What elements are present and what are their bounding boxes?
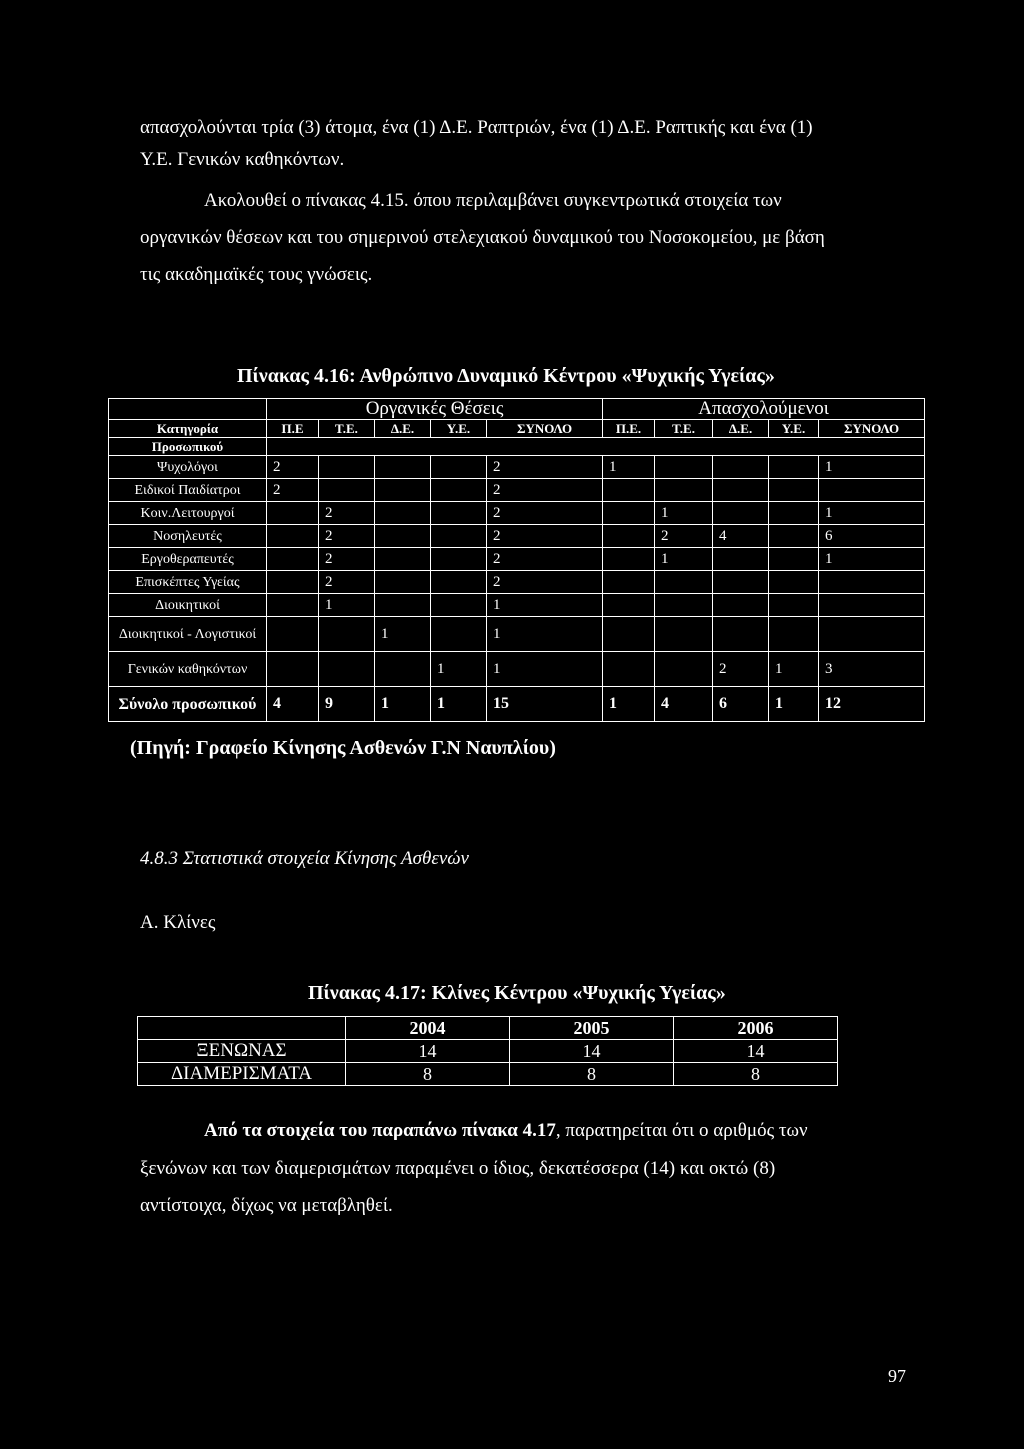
- category-cell: Γενικών καθηκόντων: [109, 652, 267, 687]
- category-cell: Εργοθεραπευτές: [109, 548, 267, 571]
- value-cell: [603, 548, 655, 571]
- page-number: 97: [888, 1366, 906, 1386]
- value-cell: 8: [674, 1063, 838, 1086]
- value-cell: 1: [819, 548, 925, 571]
- value-cell: [375, 571, 431, 594]
- value-cell: 14: [346, 1040, 510, 1063]
- value-cell: [603, 502, 655, 525]
- row-label: ΞΕΝΩΝΑΣ: [138, 1040, 346, 1063]
- value-cell: [603, 479, 655, 502]
- value-cell: 2: [319, 571, 375, 594]
- beds-table: [137, 1016, 838, 1086]
- value-cell: 14: [674, 1040, 838, 1063]
- value-cell: [655, 594, 713, 617]
- value-cell: 1: [375, 687, 431, 722]
- value-cell: 1: [769, 687, 819, 722]
- value-cell: 1: [319, 594, 375, 617]
- value-cell: 6: [819, 525, 925, 548]
- conclusion-line-3: αντίστοιχα, δίχως να μεταβληθεί.: [140, 1195, 393, 1216]
- value-cell: [769, 594, 819, 617]
- column-header: Υ.Ε.: [431, 420, 487, 438]
- beds-row: [138, 1063, 838, 1086]
- value-cell: [603, 571, 655, 594]
- category-header-2: Προσωπικού: [109, 438, 267, 456]
- staff-column-header-row: [109, 420, 925, 438]
- value-cell: 2: [487, 548, 603, 571]
- category-cell: Ειδικοί Παιδίατροι: [109, 479, 267, 502]
- table-row: [109, 652, 925, 687]
- value-cell: [603, 652, 655, 687]
- column-header: Υ.Ε.: [769, 420, 819, 438]
- value-cell: 1: [431, 687, 487, 722]
- value-cell: 9: [319, 687, 375, 722]
- value-cell: [713, 548, 769, 571]
- table-row: [109, 502, 925, 525]
- value-cell: [603, 525, 655, 548]
- section-subheading: Α. Κλίνες: [140, 912, 216, 933]
- value-cell: [431, 456, 487, 479]
- value-cell: [267, 617, 319, 652]
- value-cell: [267, 594, 319, 617]
- value-cell: [267, 571, 319, 594]
- column-header: Δ.Ε.: [375, 420, 431, 438]
- value-cell: 1: [769, 652, 819, 687]
- staff-group-header-row: [109, 399, 925, 420]
- conclusion-rest: , παρατηρείται ότι ο αριθμός των: [555, 1120, 808, 1141]
- table-row: [109, 571, 925, 594]
- value-cell: 2: [319, 548, 375, 571]
- column-header: Τ.Ε.: [655, 420, 713, 438]
- value-cell: [431, 617, 487, 652]
- value-cell: [375, 652, 431, 687]
- value-cell: 1: [603, 687, 655, 722]
- value-cell: [319, 479, 375, 502]
- intro-line-2: Υ.Ε. Γενικών καθηκόντων.: [140, 149, 345, 170]
- value-cell: 12: [819, 687, 925, 722]
- group-employed: Απασχολούμενοι: [603, 399, 925, 420]
- table-row: [109, 617, 925, 652]
- table-row: [109, 548, 925, 571]
- value-cell: [375, 456, 431, 479]
- staff-table: [108, 398, 925, 722]
- value-cell: 6: [713, 687, 769, 722]
- staff-table-source: (Πηγή: Γραφείο Κίνησης Ασθενών Γ.Ν Ναυπλίου): [130, 737, 556, 759]
- value-cell: 2: [487, 479, 603, 502]
- value-cell: [769, 502, 819, 525]
- intro-line-3: Ακολουθεί ο πίνακας 4.15. όπου περιλαμβάνει συγκεντρωτικά στοιχεία των: [204, 190, 782, 211]
- beds-table-caption: Πίνακας 4.17: Κλίνες Κέντρου «Ψυχικής Υγείας»: [308, 982, 726, 1004]
- value-cell: 2: [487, 571, 603, 594]
- value-cell: 2: [267, 479, 319, 502]
- value-cell: [267, 502, 319, 525]
- value-cell: [431, 502, 487, 525]
- value-cell: [655, 571, 713, 594]
- column-header: Π.Ε: [267, 420, 319, 438]
- value-cell: [431, 548, 487, 571]
- category-cell: Νοσηλευτές: [109, 525, 267, 548]
- value-cell: [267, 652, 319, 687]
- table-row: [109, 525, 925, 548]
- column-header: Τ.Ε.: [319, 420, 375, 438]
- value-cell: [375, 525, 431, 548]
- value-cell: 1: [819, 456, 925, 479]
- value-cell: 3: [819, 652, 925, 687]
- value-cell: [375, 479, 431, 502]
- value-cell: [603, 594, 655, 617]
- value-cell: 8: [346, 1063, 510, 1086]
- value-cell: [655, 456, 713, 479]
- year-header: 2004: [346, 1017, 510, 1040]
- value-cell: [431, 594, 487, 617]
- column-header: ΣΥΝΟΛΟ: [819, 420, 925, 438]
- conclusion-bold: Από τα στοιχεία του παραπάνω πίνακα 4.17: [204, 1120, 556, 1141]
- conclusion-line-1: [204, 1121, 808, 1141]
- category-cell: Κοιν.Λειτουργοί: [109, 502, 267, 525]
- value-cell: 1: [375, 617, 431, 652]
- value-cell: 2: [487, 456, 603, 479]
- value-cell: [319, 456, 375, 479]
- value-cell: 1: [487, 594, 603, 617]
- value-cell: [769, 571, 819, 594]
- value-cell: 1: [655, 548, 713, 571]
- value-cell: [819, 617, 925, 652]
- year-header: 2006: [674, 1017, 838, 1040]
- value-cell: [819, 594, 925, 617]
- value-cell: [603, 617, 655, 652]
- value-cell: 4: [713, 525, 769, 548]
- header-spacer: [267, 438, 925, 456]
- section-heading: 4.8.3 Στατιστικά στοιχεία Κίνησης Ασθενών: [140, 848, 469, 869]
- value-cell: 1: [603, 456, 655, 479]
- value-cell: [769, 525, 819, 548]
- value-cell: [431, 525, 487, 548]
- value-cell: 8: [510, 1063, 674, 1086]
- value-cell: 1: [487, 652, 603, 687]
- table-row: [109, 456, 925, 479]
- value-cell: 4: [655, 687, 713, 722]
- column-header: ΣΥΝΟΛΟ: [487, 420, 603, 438]
- category-cell: Διοικητικοί: [109, 594, 267, 617]
- value-cell: 15: [487, 687, 603, 722]
- value-cell: [769, 548, 819, 571]
- value-cell: 2: [655, 525, 713, 548]
- value-cell: 2: [713, 652, 769, 687]
- value-cell: [769, 456, 819, 479]
- category-cell: Σύνολο προσωπικού: [109, 687, 267, 722]
- staff-column-header-row-2: [109, 438, 925, 456]
- value-cell: 14: [510, 1040, 674, 1063]
- total-row: [109, 687, 925, 722]
- value-cell: 4: [267, 687, 319, 722]
- value-cell: 2: [487, 525, 603, 548]
- table-row: [109, 594, 925, 617]
- row-label: ΔΙΑΜΕΡΙΣΜΑΤΑ: [138, 1063, 346, 1086]
- value-cell: [713, 456, 769, 479]
- value-cell: [713, 502, 769, 525]
- value-cell: 2: [267, 456, 319, 479]
- value-cell: [267, 525, 319, 548]
- value-cell: [713, 617, 769, 652]
- staff-table-caption: Πίνακας 4.16: Ανθρώπινο Δυναμικό Κέντρου «Ψυχικής Υγείας»: [237, 365, 775, 387]
- intro-line-4: οργανικών θέσεων και του σημερινού στελεχιακού δυναμικού του Νοσοκομείου, με βάση: [140, 227, 825, 248]
- value-cell: [319, 617, 375, 652]
- group-organic-positions: Οργανικές Θέσεις: [267, 399, 603, 420]
- value-cell: 1: [431, 652, 487, 687]
- value-cell: [769, 617, 819, 652]
- value-cell: [655, 617, 713, 652]
- value-cell: [655, 652, 713, 687]
- value-cell: [267, 548, 319, 571]
- value-cell: 1: [819, 502, 925, 525]
- value-cell: [431, 571, 487, 594]
- year-header: 2005: [510, 1017, 674, 1040]
- value-cell: 2: [319, 502, 375, 525]
- empty-corner-cell: [138, 1017, 346, 1040]
- category-cell: Διοικητικοί - Λογιστικοί: [109, 617, 267, 652]
- value-cell: [375, 548, 431, 571]
- value-cell: 1: [487, 617, 603, 652]
- intro-line-5: τις ακαδημαϊκές τους γνώσεις.: [140, 264, 373, 285]
- value-cell: [713, 571, 769, 594]
- value-cell: [769, 479, 819, 502]
- conclusion-line-2: ξενώνων και των διαμερισμάτων παραμένει ο ίδιος, δεκατέσσερα (14) και οκτώ (8): [140, 1158, 776, 1179]
- empty-corner-cell: [109, 399, 267, 420]
- value-cell: [375, 502, 431, 525]
- category-header: Κατηγορία: [109, 420, 267, 438]
- value-cell: [819, 479, 925, 502]
- value-cell: [431, 479, 487, 502]
- category-cell: Επισκέπτες Υγείας: [109, 571, 267, 594]
- value-cell: [375, 594, 431, 617]
- value-cell: [713, 594, 769, 617]
- value-cell: 1: [655, 502, 713, 525]
- column-header: Δ.Ε.: [713, 420, 769, 438]
- value-cell: [655, 479, 713, 502]
- value-cell: 2: [319, 525, 375, 548]
- value-cell: [713, 479, 769, 502]
- category-cell: Ψυχολόγοι: [109, 456, 267, 479]
- value-cell: 2: [487, 502, 603, 525]
- column-header: Π.Ε.: [603, 420, 655, 438]
- beds-header-row: [138, 1017, 838, 1040]
- value-cell: [319, 652, 375, 687]
- beds-row: [138, 1040, 838, 1063]
- intro-line-1: απασχολούνται τρία (3) άτομα, ένα (1) Δ.Ε. Ραπτριών, ένα (1) Δ.Ε. Ραπτικής και ένα (1): [140, 117, 813, 138]
- value-cell: [819, 571, 925, 594]
- table-row: [109, 479, 925, 502]
